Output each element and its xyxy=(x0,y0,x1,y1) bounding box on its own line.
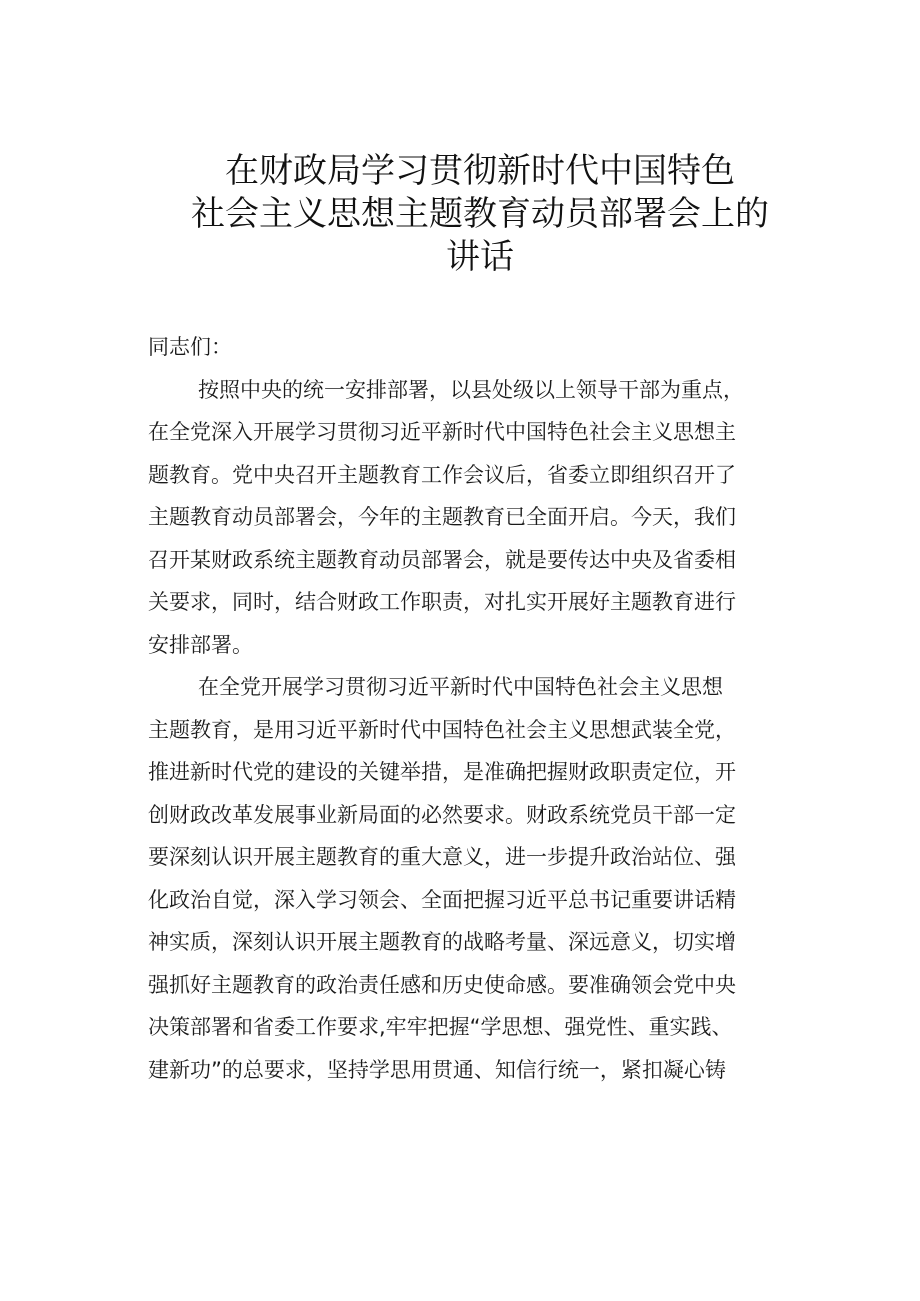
title-line-2: 社会主义思想主题教育动员部署会上的 xyxy=(191,194,769,234)
paragraph-1-line-1: 按照中央的统一安排部署，以县处级以上领导干部为重点， xyxy=(198,377,744,402)
paragraph-2-line-5: 要深刻认识开展主题教育的重大意义，进一步提升政治站位、强 xyxy=(148,845,736,869)
document-body xyxy=(148,326,828,1091)
paragraph-1-line-5: 召开某财政系统主题教育动员部署会，就是要传达中央及省委相 xyxy=(148,547,736,572)
paragraph-2-line-9: 决策部署和省委工作要求,牢牢把握“学思想、强党性、重实践、 xyxy=(148,1015,733,1039)
paragraph-2-line-10: 建新功”的总要求，坚持学思用贯通、知信行统一，紧扣凝心铸 xyxy=(148,1057,726,1082)
paragraph-1-line-3: 题教育。党中央召开主题教育工作会议后，省委立即组织召开了 xyxy=(148,462,736,487)
paragraph-1-line-2: 在全党深入开展学习贯彻习近平新时代中国特色社会主义思想主 xyxy=(148,420,736,444)
paragraph-2-line-1: 在全党开展学习贯彻习近平新时代中国特色社会主义思想 xyxy=(198,675,723,699)
paragraph-2-line-4: 创财政改革发展事业新局面的必然要求。财政系统党员干部一定 xyxy=(148,802,736,827)
title-line-1: 在财政局学习贯彻新时代中国特色 xyxy=(225,151,735,191)
salutation: 同志们： xyxy=(148,335,232,359)
paragraph-2-line-2: 主题教育，是用习近平新时代中国特色社会主义思想武装全党， xyxy=(148,717,736,742)
paragraph-1-line-7: 安排部署。 xyxy=(148,632,253,657)
paragraph-1-line-4: 主题教育动员部署会，今年的主题教育已全面开启。今天，我们 xyxy=(148,505,736,529)
paragraph-2-line-6: 化政治自觉，深入学习领会、全面把握习近平总书记重要讲话精 xyxy=(148,887,736,912)
paragraph-2-line-3: 推进新时代党的建设的关键举措，是准确把握财政职责定位，开 xyxy=(148,760,736,784)
paragraph-2-line-7: 神实质，深刻认识开展主题教育的战略考量、深远意义，切实增 xyxy=(148,930,736,954)
paragraph-2-line-8: 强抓好主题教育的政治责任感和历史使命感。要准确领会党中央 xyxy=(148,972,736,997)
title-line-3: 讲话 xyxy=(446,237,514,277)
document-title xyxy=(120,150,840,279)
paragraph-1-line-6: 关要求，同时，结合财政工作职责，对扎实开展好主题教育进行 xyxy=(148,590,736,614)
